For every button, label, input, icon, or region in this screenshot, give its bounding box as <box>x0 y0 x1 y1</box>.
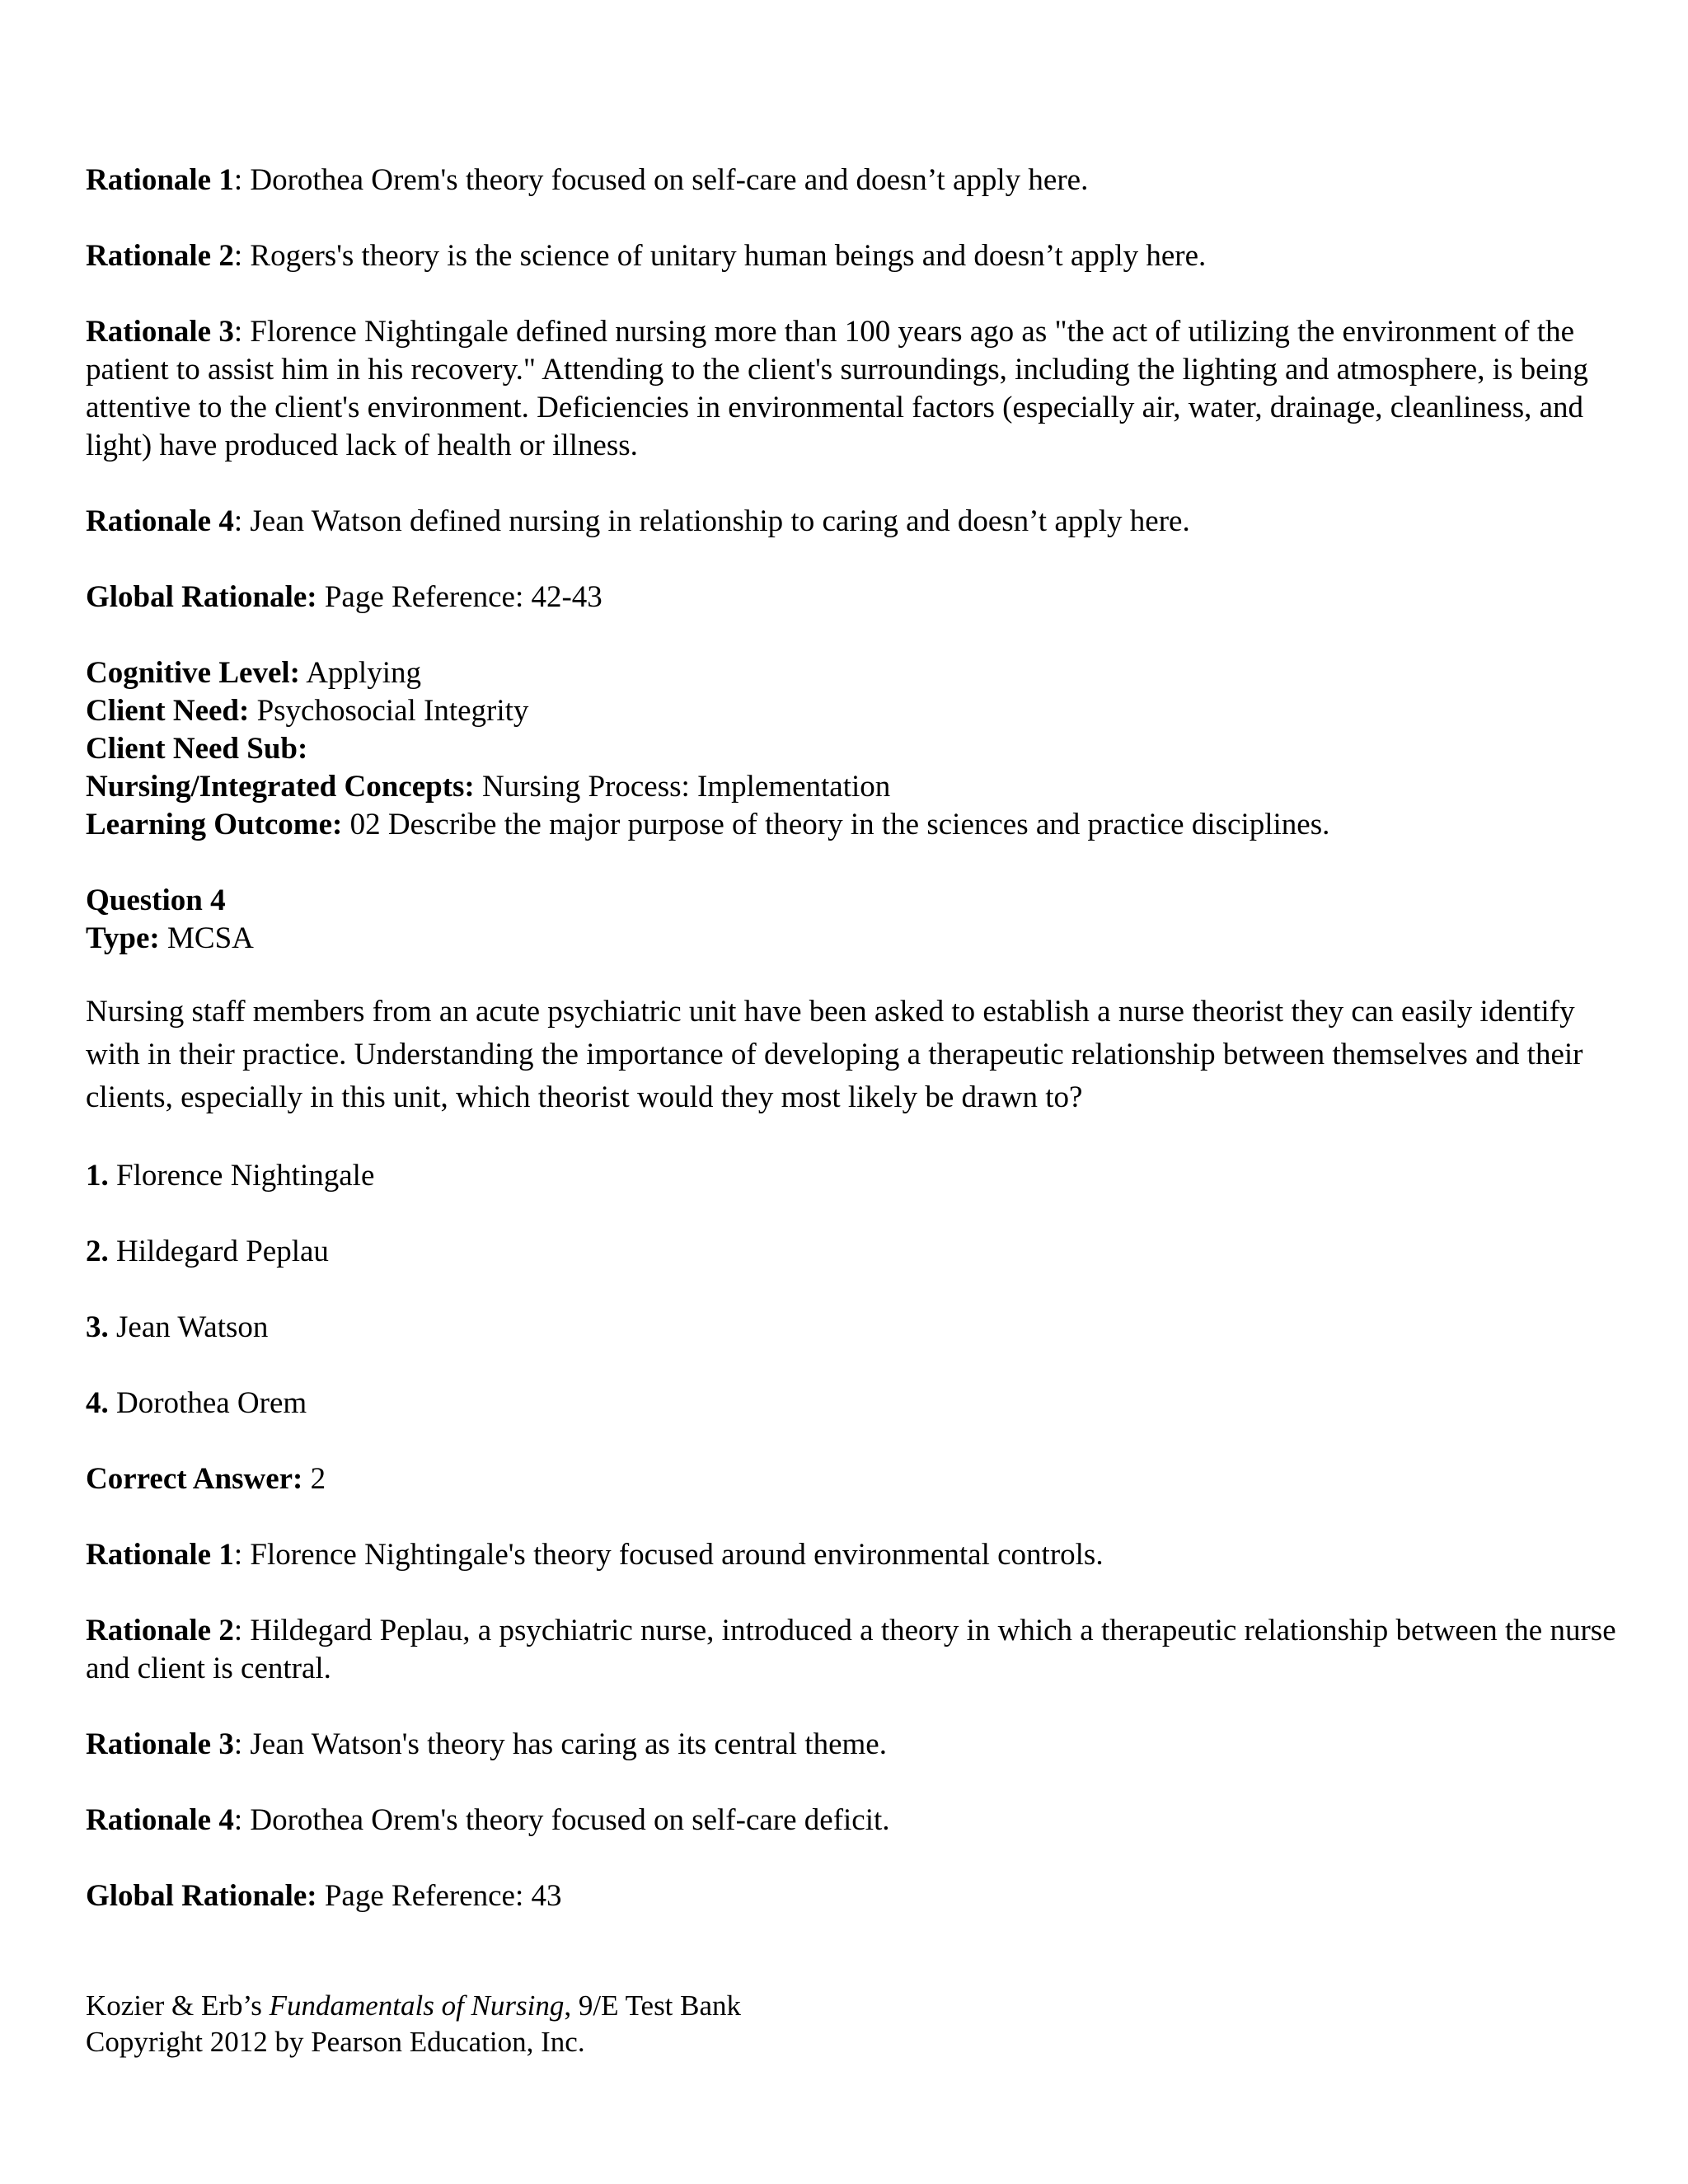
rationale-label: Rationale 1 <box>86 1538 234 1572</box>
correct-answer-value: 2 <box>302 1462 326 1496</box>
rationale-1 <box>86 1536 1619 1574</box>
client-need-label: Client Need: <box>86 694 250 728</box>
cognitive-level-value: Applying <box>299 656 421 690</box>
client-need-value: Psychosocial Integrity <box>249 694 529 728</box>
learning-outcome <box>86 806 1619 844</box>
rationale-label: Rationale 2 <box>86 1614 234 1647</box>
rationale-text: : Dorothea Orem's theory focused on self-care deficit. <box>233 1803 890 1837</box>
option-text: Florence Nightingale <box>108 1159 375 1193</box>
global-rationale-text: Page Reference: 43 <box>316 1879 562 1913</box>
learning-outcome-label: Learning Outcome: <box>86 808 343 841</box>
client-need-sub <box>86 730 1619 768</box>
rationale-label: Rationale 1 <box>86 163 234 197</box>
rationale-text: : Jean Watson's theory has caring as its central theme. <box>233 1727 887 1761</box>
rationale-3-prev <box>86 313 1619 465</box>
question-title <box>86 882 1619 920</box>
question-stem: Nursing staff members from an acute psychiatric unit have been asked to establish a nurse theorist they can easily identify with in their practice. Understanding the importance of developing a therapeutic relationship between themselves and their clients, especially in this unit, which theorist would they most likely be drawn to? <box>86 995 1583 1114</box>
option-number: 2. <box>86 1235 109 1268</box>
correct-answer <box>86 1460 1619 1498</box>
option-1 <box>86 1157 1619 1195</box>
option-number: 1. <box>86 1159 109 1193</box>
rationale-label: Rationale 3 <box>86 1727 234 1761</box>
rationale-2 <box>86 1612 1619 1688</box>
rationale-4 <box>86 1802 1619 1840</box>
question-type-label: Type: <box>86 921 160 955</box>
footer-authors: Kozier & Erb’s <box>86 1990 270 2022</box>
integrated-concepts-value: Nursing Process: Implementation <box>474 770 891 804</box>
question-title-text: Question 4 <box>86 883 226 917</box>
global-rationale-text: Page Reference: 42-43 <box>316 580 603 614</box>
rationale-2-prev <box>86 237 1619 275</box>
integrated-concepts <box>86 768 1619 806</box>
rationale-label: Rationale 4 <box>86 1803 234 1837</box>
footer-title-italic: Fundamentals of Nursing <box>269 1990 565 2022</box>
option-2 <box>86 1233 1619 1271</box>
rationale-text: : Dorothea Orem's theory focused on self-care and doesn’t apply here. <box>233 163 1089 197</box>
client-need <box>86 692 1619 730</box>
page-footer <box>86 1988 741 2060</box>
footer-edition: , 9/E Test Bank <box>564 1990 742 2022</box>
option-text: Hildegard Peplau <box>108 1235 329 1268</box>
option-4 <box>86 1385 1619 1422</box>
global-rationale-prev <box>86 579 1619 616</box>
cognitive-level <box>86 654 1619 692</box>
rationale-4-prev <box>86 503 1619 541</box>
question-header <box>86 882 1619 958</box>
learning-outcome-value: 02 Describe the major purpose of theory in the sciences and practice disciplines. <box>342 808 1330 841</box>
global-rationale-label: Global Rationale: <box>86 1879 317 1913</box>
correct-answer-label: Correct Answer: <box>86 1462 303 1496</box>
rationale-1-prev <box>86 162 1619 199</box>
question-metadata <box>86 654 1619 844</box>
question-type-value: MCSA <box>159 921 254 955</box>
rationale-text: : Florence Nightingale's theory focused around environmental controls. <box>233 1538 1104 1572</box>
option-3 <box>86 1309 1619 1347</box>
client-need-sub-label: Client Need Sub: <box>86 732 308 766</box>
footer-copyright: Copyright 2012 by Pearson Education, Inc. <box>86 2026 585 2058</box>
rationale-label: Rationale 2 <box>86 239 234 273</box>
rationale-text: : Jean Watson defined nursing in relationship to caring and doesn’t apply here. <box>233 504 1190 538</box>
cognitive-level-label: Cognitive Level: <box>86 656 300 690</box>
global-rationale <box>86 1877 1619 1915</box>
footer-book-title <box>86 1988 741 2024</box>
option-text: Dorothea Orem <box>108 1386 307 1420</box>
integrated-concepts-label: Nursing/Integrated Concepts: <box>86 770 475 804</box>
question-type <box>86 920 1619 958</box>
rationale-text: : Florence Nightingale defined nursing more than 100 years ago as "the act of utilizing the environment of the patient to assist him in his recovery." Attending to the client's surroundings, including the lighting and atmosphere, is being attentive to the client's environment. Deficiencies in environmental factors (especially air, water, drainage, cleanliness, and light) have produced lack of health or illness. <box>86 315 1588 462</box>
option-text: Jean Watson <box>108 1310 269 1344</box>
option-number: 3. <box>86 1310 109 1344</box>
rationale-text: : Rogers's theory is the science of unitary human beings and doesn’t apply here. <box>233 239 1207 273</box>
rationale-label: Rationale 3 <box>86 315 234 349</box>
rationale-3 <box>86 1726 1619 1764</box>
option-number: 4. <box>86 1386 109 1420</box>
rationale-text: : Hildegard Peplau, a psychiatric nurse, introduced a theory in which a therapeutic relationship between the nurse and client is central. <box>86 1614 1616 1685</box>
rationale-label: Rationale 4 <box>86 504 234 538</box>
document-page <box>86 162 1619 1915</box>
global-rationale-label: Global Rationale: <box>86 580 317 614</box>
